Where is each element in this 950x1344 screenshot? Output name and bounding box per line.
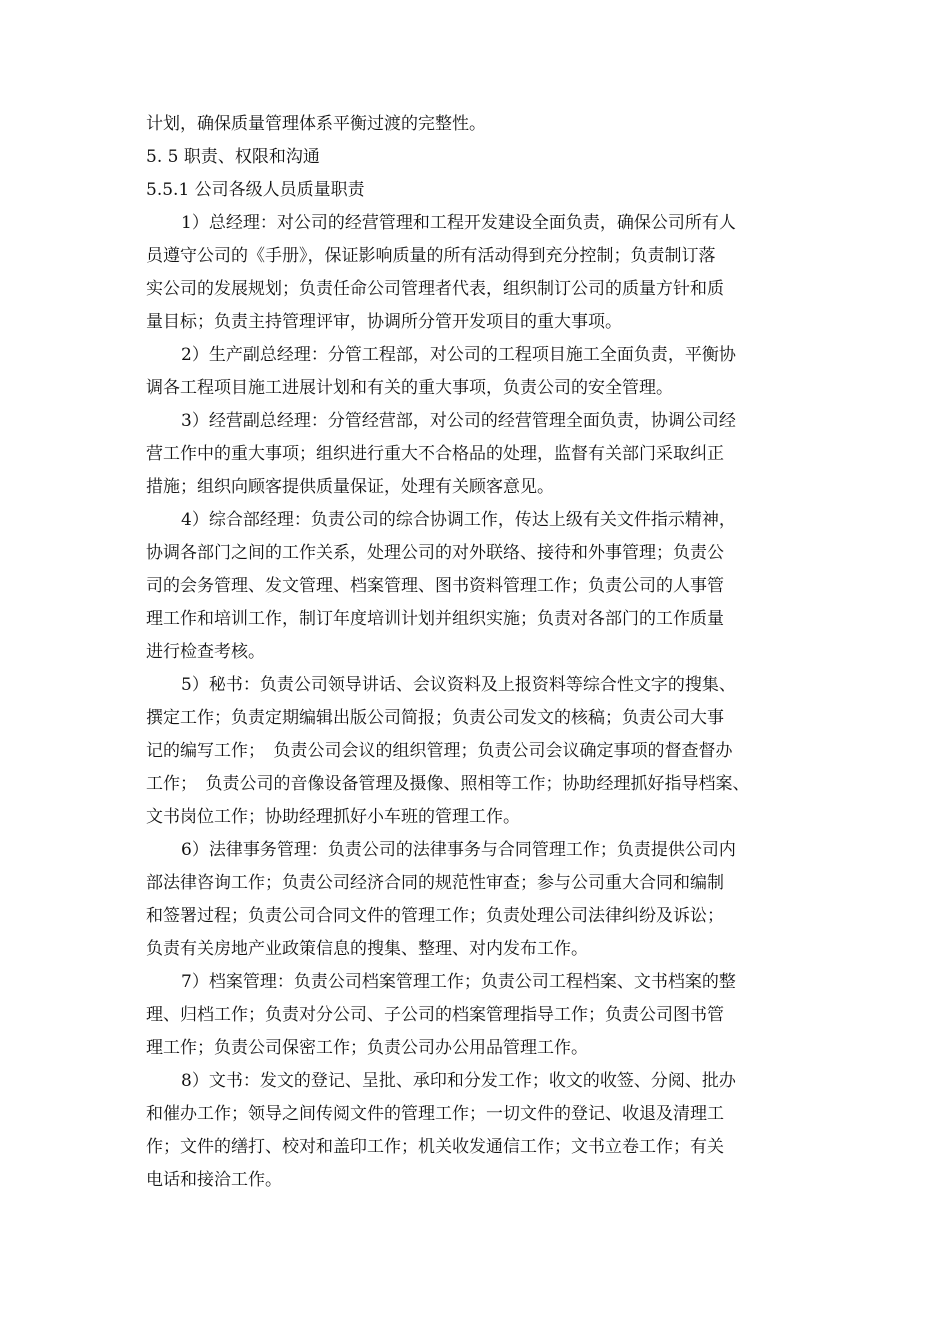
paragraph-line: 文书岗位工作；协助经理抓好小车班的管理工作。: [146, 807, 520, 827]
paragraph-line: 调各工程项目施工进展计划和有关的重大事项，负责公司的安全管理。: [146, 378, 673, 398]
paragraph-line: 协调各部门之间的工作关系，处理公司的对外联络、接待和外事管理；负责公: [146, 543, 724, 563]
paragraph-line: 负责有关房地产业政策信息的搜集、整理、对内发布工作。: [146, 939, 588, 959]
paragraph-line: 员遵守公司的《手册》，保证影响质量的所有活动得到充分控制；负责制订落: [146, 246, 716, 266]
document-page: [146, 108, 806, 1197]
section-heading: 5. 5 职责、权限和沟通: [146, 147, 320, 167]
paragraph-line: 作；文件的缮打、校对和盖印工作；机关收发通信工作；文书立卷工作；有关: [146, 1137, 724, 1157]
paragraph-line: 和签署过程；负责公司合同文件的管理工作；负责处理公司法律纠纷及诉讼；: [146, 906, 724, 926]
paragraph-line: 8）文书：发文的登记、呈批、承印和分发工作；收文的收签、分阅、批办: [181, 1071, 736, 1091]
paragraph: [146, 669, 806, 834]
paragraph-line: 记的编写工作； 负责公司会议的组织管理；负责公司会议确定事项的督查督办: [146, 741, 733, 761]
paragraph-line: 3）经营副总经理：分管经营部，对公司的经营管理全面负责，协调公司经: [181, 411, 736, 431]
intro-line: 计划，确保质量管理体系平衡过渡的完整性。: [146, 114, 486, 134]
paragraph-line: 6）法律事务管理：负责公司的法律事务与合同管理工作；负责提供公司内: [181, 840, 736, 860]
paragraph-line: 工作； 负责公司的音像设备管理及摄像、照相等工作；协助经理抓好指导档案、: [146, 774, 750, 794]
paragraph-line: 5）秘书：负责公司领导讲话、会议资料及上报资料等综合性文字的搜集、: [181, 675, 736, 695]
paragraph-line: 4）综合部经理：负责公司的综合协调工作，传达上级有关文件指示精神，: [181, 510, 736, 530]
paragraph-line: 7）档案管理：负责公司档案管理工作；负责公司工程档案、文书档案的整: [181, 972, 736, 992]
subsection-heading: 5.5.1 公司各级人员质量职责: [146, 180, 365, 200]
paragraph-line: 营工作中的重大事项；组织进行重大不合格品的处理，监督有关部门采取纠正: [146, 444, 724, 464]
paragraph-line: 2）生产副总经理：分管工程部，对公司的工程项目施工全面负责，平衡协: [181, 345, 736, 365]
paragraph-line: 和催办工作；领导之间传阅文件的管理工作；一切文件的登记、收退及清理工: [146, 1104, 724, 1124]
paragraph: [146, 966, 806, 1065]
paragraph-line: 理、归档工作；负责对分公司、子公司的档案管理指导工作；负责公司图书管: [146, 1005, 724, 1025]
paragraph: [146, 504, 806, 669]
paragraph: [146, 1065, 806, 1197]
paragraph-line: 司的会务管理、发文管理、档案管理、图书资料管理工作；负责公司的人事管: [146, 576, 724, 596]
paragraph-line: 进行检查考核。: [146, 642, 265, 662]
paragraph-line: 撰定工作；负责定期编辑出版公司简报；负责公司发文的核稿；负责公司大事: [146, 708, 724, 728]
paragraph: [146, 207, 806, 339]
paragraph-line: 量目标；负责主持管理评审，协调所分管开发项目的重大事项。: [146, 312, 622, 332]
paragraph-list: [146, 207, 806, 1197]
paragraph-line: 理工作；负责公司保密工作；负责公司办公用品管理工作。: [146, 1038, 588, 1058]
paragraph: [146, 834, 806, 966]
paragraph-line: 实公司的发展规划；负责任命公司管理者代表，组织制订公司的质量方针和质: [146, 279, 724, 299]
paragraph-line: 措施；组织向顾客提供质量保证，处理有关顾客意见。: [146, 477, 554, 497]
paragraph-line: 部法律咨询工作；负责公司经济合同的规范性审查；参与公司重大合同和编制: [146, 873, 724, 893]
paragraph-line: 电话和接洽工作。: [146, 1170, 282, 1190]
paragraph-line: 1）总经理：对公司的经营管理和工程开发建设全面负责，确保公司所有人: [181, 213, 736, 233]
paragraph: [146, 339, 806, 405]
paragraph: [146, 405, 806, 504]
paragraph-line: 理工作和培训工作，制订年度培训计划并组织实施；负责对各部门的工作质量: [146, 609, 724, 629]
